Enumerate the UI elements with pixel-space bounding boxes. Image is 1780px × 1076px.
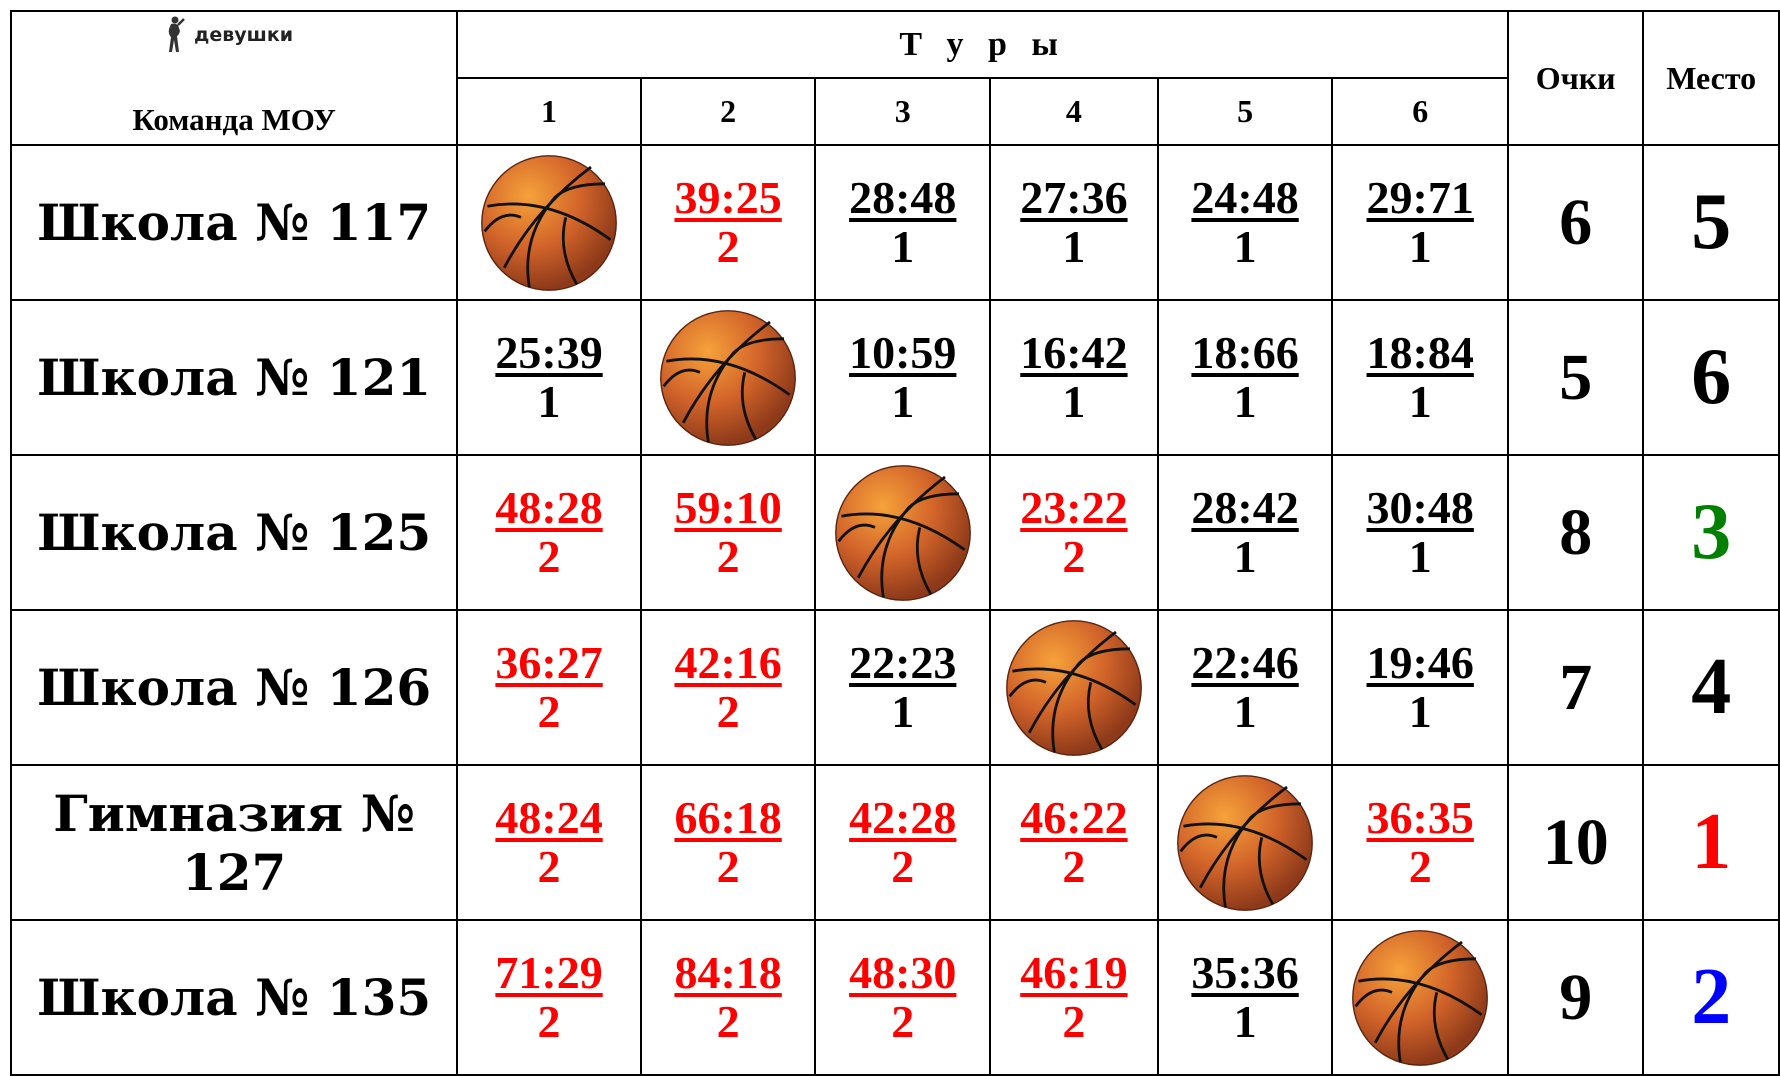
result-cell <box>990 610 1158 765</box>
match-points: 2 <box>716 220 740 272</box>
match-score: 66:18 <box>674 792 782 844</box>
team-name: Школа № 117 <box>11 145 457 300</box>
round-header-2: 2 <box>641 78 816 145</box>
match-points: 1 <box>1062 375 1086 427</box>
result-cell <box>457 455 641 610</box>
match-points: 2 <box>716 530 740 582</box>
match-points: 1 <box>537 375 561 427</box>
match-points: 1 <box>1408 220 1432 272</box>
final-place: 4 <box>1643 610 1779 765</box>
match-score: 22:23 <box>849 637 957 689</box>
result-cell <box>1332 765 1508 920</box>
match-score: 28:42 <box>1191 482 1299 534</box>
final-place: 6 <box>1643 300 1779 455</box>
match-points: 2 <box>716 995 740 1047</box>
result-cell <box>641 920 816 1075</box>
match-points: 2 <box>537 685 561 737</box>
result-cell <box>815 145 990 300</box>
match-score: 22:46 <box>1191 637 1299 689</box>
standings-table <box>10 10 1780 1076</box>
match-score: 18:84 <box>1366 327 1474 379</box>
match-points: 1 <box>1233 995 1257 1047</box>
result-cell <box>457 765 641 920</box>
result-cell <box>815 765 990 920</box>
result-cell <box>1158 610 1333 765</box>
cropped-title-remnant <box>420 0 1320 10</box>
result-cell <box>815 300 990 455</box>
result-cell <box>1158 920 1333 1075</box>
rounds-title: Т у р ы <box>457 11 1508 78</box>
match-points: 2 <box>537 840 561 892</box>
result-cell <box>1158 765 1333 920</box>
result-cell <box>457 300 641 455</box>
match-points: 1 <box>1408 685 1432 737</box>
basketball-icon <box>658 308 798 448</box>
basketball-icon <box>833 463 973 603</box>
match-score: 36:35 <box>1366 792 1474 844</box>
match-score: 28:48 <box>849 172 957 224</box>
place-column-header: Место <box>1643 11 1779 145</box>
match-points: 1 <box>1233 530 1257 582</box>
player-silhouette-icon <box>162 16 188 54</box>
match-points: 2 <box>1062 530 1086 582</box>
table-row <box>11 765 1779 920</box>
match-points: 2 <box>537 530 561 582</box>
table-row <box>11 455 1779 610</box>
total-points: 9 <box>1508 920 1643 1075</box>
result-cell <box>641 145 816 300</box>
result-cell <box>1158 300 1333 455</box>
match-score: 42:28 <box>849 792 957 844</box>
match-score: 16:42 <box>1020 327 1128 379</box>
round-header-4: 4 <box>990 78 1158 145</box>
total-points: 7 <box>1508 610 1643 765</box>
total-points: 5 <box>1508 300 1643 455</box>
team-name: Школа № 121 <box>11 300 457 455</box>
result-cell <box>1332 455 1508 610</box>
result-cell <box>990 455 1158 610</box>
round-header-6: 6 <box>1332 78 1508 145</box>
match-score: 39:25 <box>674 172 782 224</box>
result-cell <box>1158 145 1333 300</box>
match-points: 2 <box>891 840 915 892</box>
points-column-header: Очки <box>1508 11 1643 145</box>
match-score: 48:24 <box>495 792 603 844</box>
final-place: 3 <box>1643 455 1779 610</box>
match-points: 1 <box>891 220 915 272</box>
match-points: 1 <box>891 375 915 427</box>
match-points: 1 <box>1233 375 1257 427</box>
result-cell <box>641 765 816 920</box>
result-cell <box>641 455 816 610</box>
match-points: 1 <box>1062 220 1086 272</box>
match-points: 1 <box>1408 375 1432 427</box>
table-row <box>11 300 1779 455</box>
team-name: Школа № 126 <box>11 610 457 765</box>
match-score: 46:19 <box>1020 947 1128 999</box>
table-row <box>11 145 1779 300</box>
table-row <box>11 610 1779 765</box>
match-score: 71:29 <box>495 947 603 999</box>
total-points: 10 <box>1508 765 1643 920</box>
round-header-3: 3 <box>815 78 990 145</box>
match-points: 1 <box>1408 530 1432 582</box>
match-points: 2 <box>1062 995 1086 1047</box>
result-cell <box>1332 300 1508 455</box>
match-score: 48:28 <box>495 482 603 534</box>
match-score: 19:46 <box>1366 637 1474 689</box>
result-cell <box>990 300 1158 455</box>
team-header-cell <box>11 11 457 145</box>
result-cell <box>641 610 816 765</box>
result-cell <box>990 145 1158 300</box>
match-points: 2 <box>537 995 561 1047</box>
match-score: 84:18 <box>674 947 782 999</box>
result-cell <box>990 765 1158 920</box>
match-points: 2 <box>1408 840 1432 892</box>
result-cell <box>457 920 641 1075</box>
match-points: 2 <box>716 840 740 892</box>
match-score: 25:39 <box>495 327 603 379</box>
match-points: 1 <box>891 685 915 737</box>
result-cell <box>641 300 816 455</box>
total-points: 6 <box>1508 145 1643 300</box>
result-cell <box>1332 920 1508 1075</box>
match-score: 48:30 <box>849 947 957 999</box>
match-points: 2 <box>891 995 915 1047</box>
match-score: 30:48 <box>1366 482 1474 534</box>
final-place: 2 <box>1643 920 1779 1075</box>
basketball-icon <box>1350 928 1490 1068</box>
match-score: 10:59 <box>849 327 957 379</box>
match-points: 2 <box>716 685 740 737</box>
final-place: 1 <box>1643 765 1779 920</box>
result-cell <box>815 920 990 1075</box>
match-points: 2 <box>1062 840 1086 892</box>
girls-logo <box>162 16 293 54</box>
basketball-icon <box>1175 773 1315 913</box>
round-header-1: 1 <box>457 78 641 145</box>
result-cell <box>1158 455 1333 610</box>
match-score: 23:22 <box>1020 482 1128 534</box>
result-cell <box>990 920 1158 1075</box>
result-cell <box>815 610 990 765</box>
match-score: 18:66 <box>1191 327 1299 379</box>
result-cell <box>815 455 990 610</box>
basketball-icon <box>479 153 619 293</box>
result-cell <box>457 610 641 765</box>
team-name: Школа № 135 <box>11 920 457 1075</box>
match-score: 36:27 <box>495 637 603 689</box>
team-name: Школа № 125 <box>11 455 457 610</box>
match-score: 46:22 <box>1020 792 1128 844</box>
match-score: 27:36 <box>1020 172 1128 224</box>
result-cell <box>1332 145 1508 300</box>
match-score: 24:48 <box>1191 172 1299 224</box>
match-score: 35:36 <box>1191 947 1299 999</box>
match-points: 1 <box>1233 685 1257 737</box>
team-column-header: Команда МОУ <box>132 102 336 137</box>
match-score: 42:16 <box>674 637 782 689</box>
match-score: 59:10 <box>674 482 782 534</box>
total-points: 8 <box>1508 455 1643 610</box>
basketball-icon <box>1004 618 1144 758</box>
final-place: 5 <box>1643 145 1779 300</box>
team-name: Гимназия № 127 <box>11 765 457 920</box>
round-header-5: 5 <box>1158 78 1333 145</box>
match-score: 29:71 <box>1366 172 1474 224</box>
table-row <box>11 920 1779 1075</box>
match-points: 1 <box>1233 220 1257 272</box>
result-cell <box>457 145 641 300</box>
result-cell <box>1332 610 1508 765</box>
girls-label: девушки <box>194 24 294 46</box>
